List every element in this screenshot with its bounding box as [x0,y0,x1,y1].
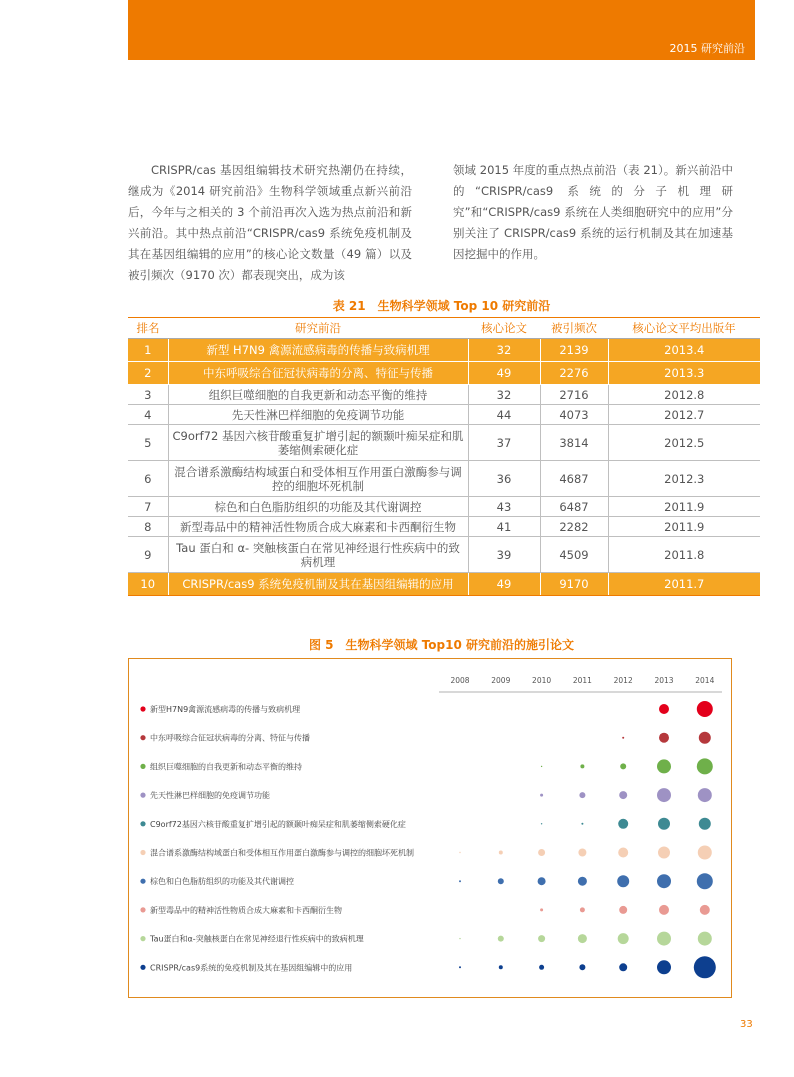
bubble-point [540,794,543,797]
table-cell: 39 [468,537,540,573]
table-cell: 2013.4 [608,339,760,362]
bubble-point [580,907,585,912]
table-cell: 41 [468,517,540,537]
bubble-point [659,905,669,915]
x-tick-label: 2014 [695,676,715,685]
figure-caption: 图 5 生物科学领域 Top10 研究前沿的施引论文 [308,638,574,652]
series-label: 混合谱系激酶结构域蛋白和受体相互作用蛋白激酶参与调控的细胞坏死机制 [150,848,414,858]
legend-marker [140,907,145,912]
bubble-point [657,960,671,974]
bubble-point [619,963,627,971]
bubble-point [459,852,460,853]
table-cell: 6 [128,461,168,497]
table-cell: 2012.8 [608,385,760,405]
table-cell: 棕色和白色脂肪组织的功能及其代谢调控 [168,497,468,517]
bubble-point [699,732,711,744]
x-tick-label: 2008 [450,676,470,685]
table-cell: CRISPR/cas9 系统免疫机制及其在基因组编辑的应用 [168,573,468,596]
bubble-point [657,874,671,888]
bubble-point [658,818,670,830]
bubble-point [498,878,504,884]
bubble-point [617,875,629,887]
table-row [128,461,760,497]
table-cell: 49 [468,362,540,385]
bubble-point [694,956,716,978]
bubble-point [538,935,545,942]
table-cell: 2011.7 [608,573,760,596]
table-row [128,339,760,362]
table-caption: 表 21 生物科学领域 Top 10 研究前沿 [332,299,551,313]
bubble-point [538,849,545,856]
table-header-cell: 研究前沿 [168,318,468,339]
bubble-point [619,906,627,914]
bubble-point [578,877,587,886]
bubble-point [620,763,626,769]
table-header-cell: 被引频次 [540,318,608,339]
series-label: 新型H7N9禽源流感病毒的传播与致病机理 [150,705,301,714]
table-cell: 6487 [540,497,608,517]
page-number: 33 [740,1019,753,1030]
table-body [128,339,760,596]
bubble-point [657,932,671,946]
table-row [128,425,760,461]
bubble-point [699,818,711,830]
top10-table [128,317,760,596]
legend-marker [140,850,145,855]
table-cell: 1 [128,339,168,362]
table-cell: 2282 [540,517,608,537]
legend-marker [140,936,145,941]
bubble-point [579,792,585,798]
bubble-point [698,932,712,946]
table-cell: 10 [128,573,168,596]
legend-marker [140,735,145,740]
bubble-point [657,788,671,802]
legend-marker [140,793,145,798]
table-cell: 9 [128,537,168,573]
bubble-point [697,758,713,774]
table-header-row [128,318,760,339]
bubble-point [538,877,546,885]
table-cell: 2012.7 [608,405,760,425]
table-cell: 37 [468,425,540,461]
series-label: 组织巨噬细胞的自我更新和动态平衡的维持 [150,762,302,772]
series-label: C9orf72基因六核苷酸重复扩增引起的额颞叶痴呆症和肌萎缩侧索硬化症 [150,819,406,829]
table-cell: 2276 [540,362,608,385]
bubble-point [498,936,504,942]
legend-marker [140,965,145,970]
table-cell: 4687 [540,461,608,497]
bubble-point [499,965,503,969]
table-row [128,537,760,573]
table-row [128,362,760,385]
header-bar [128,0,755,60]
table-cell: 43 [468,497,540,517]
bubble-point [541,766,542,767]
table-cell: 2012.5 [608,425,760,461]
bubble-point [618,848,628,858]
legend-marker [140,879,145,884]
table-cell: 2012.3 [608,461,760,497]
table-cell: 新型毒品中的精神活性物质合成大麻素和卡西酮衍生物 [168,517,468,537]
table-cell: 36 [468,461,540,497]
body-text-left: CRISPR/cas 基因组编辑技术研究热潮仍在持续，继成为《2014 研究前沿》生物科学领域重点新兴前沿后，今年与之相关的 3 个前沿再次入选为热点前沿和新兴前沿。其中热点前沿“CRISPR/cas9 系统免疫机制及其在基因组编辑的应用”的核心论文数量（49 篇）以及被引频次（9170 次）都表现突出，成为该 [128,162,412,282]
table-row [128,573,760,596]
table-cell: 4509 [540,537,608,573]
bubble-point [499,851,503,855]
bubble-point [698,788,712,802]
table-cell: 新型 H7N9 禽源流感病毒的传播与致病机理 [168,339,468,362]
table-cell: 4073 [540,405,608,425]
table-cell: Tau 蛋白和 α- 突触核蛋白在常见神经退行性疾病中的致病机理 [168,537,468,573]
bubble-point [618,933,629,944]
table-cell: 7 [128,497,168,517]
bubble-point [580,764,584,768]
legend-marker [140,821,145,826]
table-cell: 44 [468,405,540,425]
bubble-point [539,965,544,970]
series-label: 新型毒品中的精神活性物质合成大麻素和卡西酮衍生物 [150,905,342,915]
body-text-right: 领域 2015 年度的重点热点前沿（表 21）。新兴前沿中的“CRISPR/cas9 系统的分子机理研究”和“CRISPR/cas9 系统在人类细胞研究中的应用”分别关注了 CRISPR/cas9 系统的运行机制及其在加速基因挖掘中的作用。 [453,162,733,261]
table-header-cell: 核心论文平均出版年 [608,318,760,339]
table-cell: 9170 [540,573,608,596]
table-header-cell: 排名 [128,318,168,339]
table-cell: C9orf72 基因六核苷酸重复扩增引起的额颞叶痴呆症和肌萎缩侧索硬化症 [168,425,468,461]
table-cell: 4 [128,405,168,425]
series-label: CRISPR/cas9系统的免疫机制及其在基因组编辑中的应用 [150,963,353,973]
table-cell: 8 [128,517,168,537]
bubble-chart [128,658,732,998]
bubble-point [622,737,624,739]
series-label: Tau蛋白和α-突触核蛋白在常见神经退行性疾病中的致病机理 [150,934,364,944]
bubble-point [619,791,627,799]
table-cell: 组织巨噬细胞的自我更新和动态平衡的维持 [168,385,468,405]
table-cell: 2139 [540,339,608,362]
legend-marker [140,706,145,711]
bubble-point [658,847,670,859]
bubble-point [698,846,712,860]
table-header-cell: 核心论文 [468,318,540,339]
table-cell: 2011.8 [608,537,760,573]
series-label: 先天性淋巴样细胞的免疫调节功能 [150,791,270,801]
bubble-chart-svg [129,659,731,997]
table-cell: 32 [468,339,540,362]
table-cell: 5 [128,425,168,461]
table-cell: 3814 [540,425,608,461]
section-title: 2015 研究前沿 [669,42,745,55]
bubble-point [697,701,713,717]
table-row [128,405,760,425]
table-row [128,517,760,537]
legend-marker [140,764,145,769]
table-cell: 3 [128,385,168,405]
bubble-point [459,880,461,882]
table-cell: 先天性淋巴样细胞的免疫调节功能 [168,405,468,425]
table-row [128,385,760,405]
table-cell: 32 [468,385,540,405]
table-cell: 2013.3 [608,362,760,385]
table-cell: 2011.9 [608,517,760,537]
bubble-point [659,704,669,714]
table-cell: 混合谱系激酶结构域蛋白和受体相互作用蛋白激酶参与调控的细胞坏死机制 [168,461,468,497]
bubble-point [459,966,461,968]
bubble-point [581,823,583,825]
bubble-point [459,938,460,939]
bubble-point [618,819,628,829]
bubble-point [540,908,543,911]
table-cell: 2716 [540,385,608,405]
x-tick-label: 2013 [654,676,674,685]
bubble-point [700,905,710,915]
bubble-point [659,733,669,743]
x-tick-label: 2010 [532,676,552,685]
bubble-point [579,964,585,970]
bubble-point [578,849,586,857]
x-tick-label: 2011 [572,676,592,685]
table-cell: 2 [128,362,168,385]
table-cell: 2011.9 [608,497,760,517]
bubble-point [657,759,671,773]
bubble-point [578,934,587,943]
table-row [128,497,760,517]
bubble-point [697,873,713,889]
bubble-point [541,823,542,824]
x-tick-label: 2009 [491,676,511,685]
table-cell: 中东呼吸综合征冠状病毒的分离、特征与传播 [168,362,468,385]
x-tick-label: 2012 [613,676,633,685]
series-label: 棕色和白色脂肪组织的功能及其代谢调控 [150,877,294,887]
table-cell: 49 [468,573,540,596]
series-label: 中东呼吸综合征冠状病毒的分离、特征与传播 [150,733,310,743]
